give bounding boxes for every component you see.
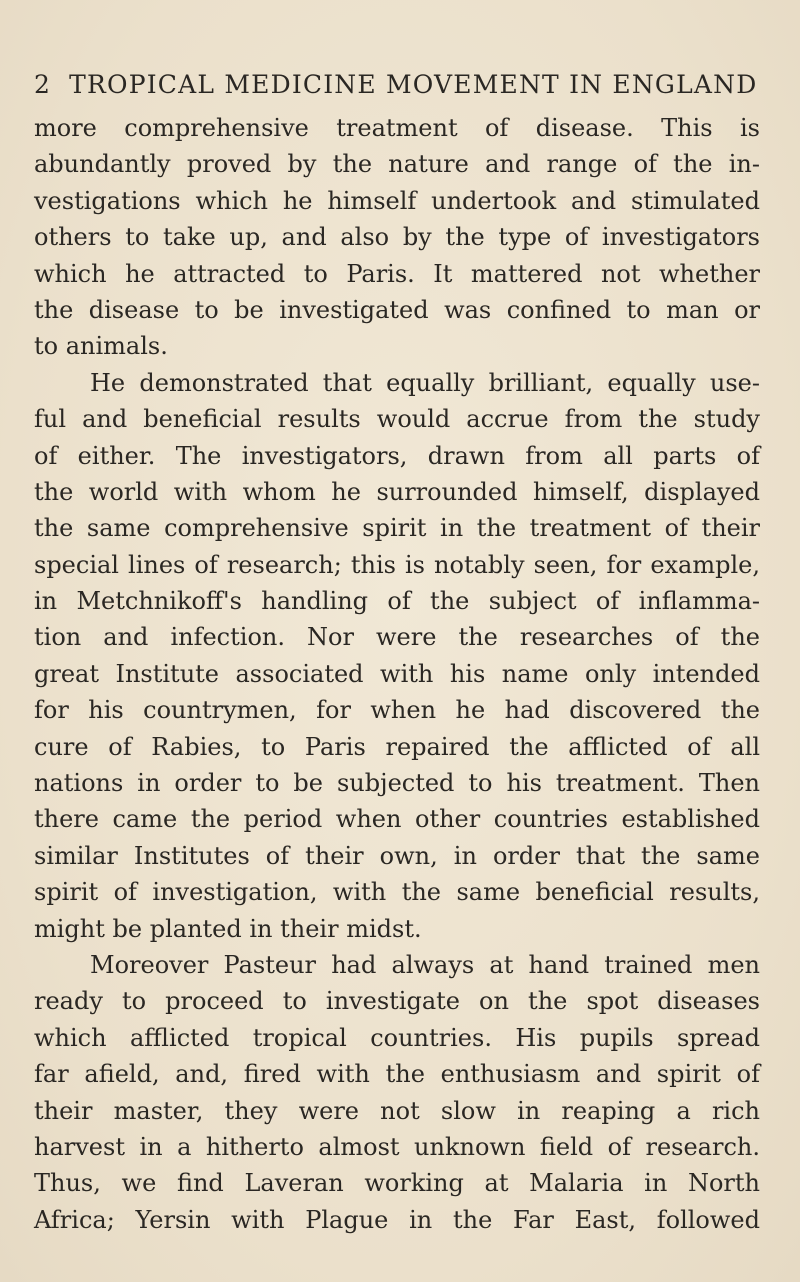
page-header xyxy=(34,70,774,99)
text-line: for his countrymen, for when he had discovered the xyxy=(34,696,760,725)
text-line: vestigations which he himself undertook and stimulated xyxy=(34,186,760,215)
text-line: abundantly proved by the nature and range of the in- xyxy=(34,150,760,179)
page-number: 2 xyxy=(34,70,52,99)
text-line: ready to proceed to investigate on the spot diseases xyxy=(34,987,760,1016)
text-line: Africa; Yersin with Plague in the Far East, followed xyxy=(34,1205,760,1234)
text-line: the same comprehensive spirit in the treatment of their xyxy=(34,514,760,543)
running-head: TROPICAL MEDICINE MOVEMENT IN ENGLAND xyxy=(69,70,758,99)
text-line: Moreover Pasteur had always at hand trained men xyxy=(90,950,760,979)
text-line: of either. The investigators, drawn from all parts of xyxy=(34,441,760,470)
text-line: which afflicted tropical countries. His pupils spread xyxy=(34,1023,760,1052)
text-line: spirit of investigation, with the same beneficial results, xyxy=(34,878,760,907)
text-line: in Metchnikoff's handling of the subject of inflamma- xyxy=(34,587,760,616)
text-line: the world with whom he surrounded himself, displayed xyxy=(34,477,760,506)
text-line: tion and infection. Nor were the researches of the xyxy=(34,623,760,652)
text-line: Thus, we find Laveran working at Malaria in North xyxy=(34,1169,760,1198)
body-text xyxy=(34,110,760,1238)
text-line: similar Institutes of their own, in order that the same xyxy=(34,841,760,870)
text-line: the disease to be investigated was confined to man or xyxy=(34,295,760,324)
text-line: He demonstrated that equally brilliant, equally use- xyxy=(90,368,760,397)
text-line: far afield, and, fired with the enthusiasm and spirit of xyxy=(34,1060,760,1089)
text-line: special lines of research; this is notably seen, for example, xyxy=(34,550,760,579)
text-line: more comprehensive treatment of disease. This is xyxy=(34,114,760,142)
text-line: nations in order to be subjected to his treatment. Then xyxy=(34,769,760,798)
text-line: ful and beneficial results would accrue from the study xyxy=(34,405,760,434)
text-line: which he attracted to Paris. It mattered not whether xyxy=(34,259,760,288)
text-line: there came the period when other countries established xyxy=(34,805,760,834)
text-line: to animals. xyxy=(34,332,168,361)
text-line: their master, they were not slow in reaping a rich xyxy=(34,1096,760,1125)
text-line: might be planted in their midst. xyxy=(34,914,422,943)
text-line: others to take up, and also by the type of investigators xyxy=(34,223,760,252)
text-line: great Institute associated with his name only intended xyxy=(34,659,760,688)
text-line: harvest in a hitherto almost unknown field of research. xyxy=(34,1132,760,1161)
text-line: cure of Rabies, to Paris repaired the afflicted of all xyxy=(34,732,760,761)
